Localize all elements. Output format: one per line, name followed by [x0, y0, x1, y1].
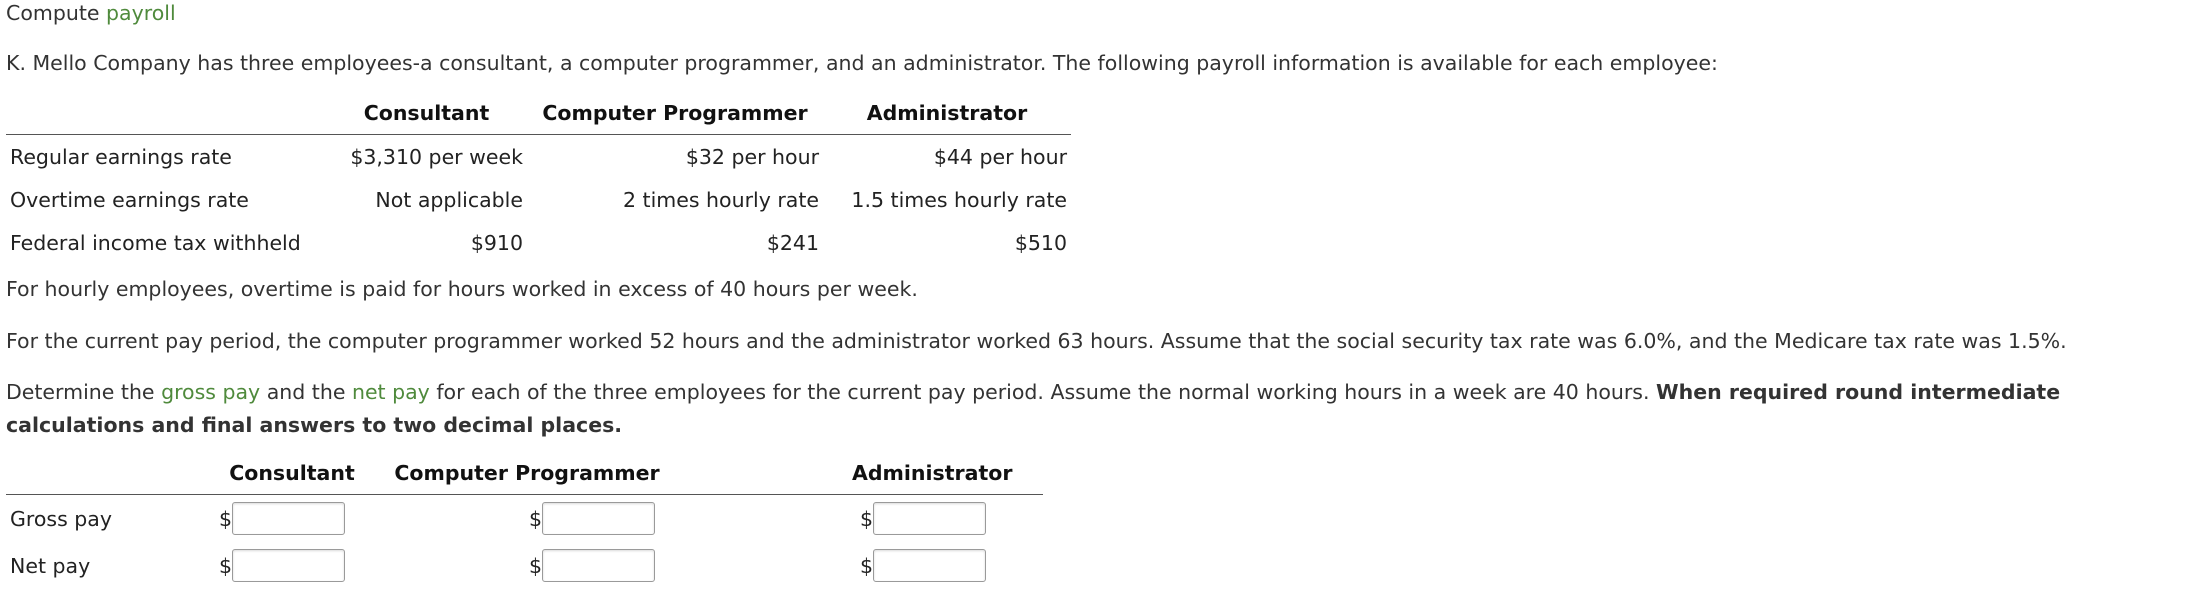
net-pay-link[interactable]: net pay: [351, 380, 430, 404]
info-row: [6, 135, 1071, 179]
info-header-empty: [6, 92, 330, 135]
money-field: [219, 502, 345, 535]
info-header-row: [6, 92, 1071, 135]
money-field: [529, 549, 655, 582]
page-title: [6, 0, 176, 26]
info-header-programmer: Computer Programmer: [527, 92, 823, 135]
administrator-fit-withheld: $510: [1014, 230, 1067, 255]
instructions-part-3: for each of the three employees for the current pay period. Assume the normal working hours in a week are 40 hours.: [429, 380, 1657, 404]
money-field: [860, 549, 986, 582]
overtime-note: For hourly employees, overtime is paid for hours worked in excess of 40 hours per week.: [6, 277, 918, 301]
administrator-overtime-rate: 1.5 times hourly rate: [851, 187, 1067, 212]
answer-header-programmer: Computer Programmer: [369, 452, 685, 495]
dollar-sign: $: [529, 506, 543, 531]
administrator-gross-cell: [685, 495, 1043, 543]
administrator-regular-rate: $44 per hour: [933, 144, 1067, 169]
answer-header-empty: [6, 452, 215, 495]
administrator-net-cell: [685, 542, 1043, 589]
rounding-instruction: When required round intermediate calculations and final answers to two decimal places.: [6, 380, 2061, 437]
current-period-text: For the current pay period, the computer programmer worked 52 hours and the administrator worked 63 hours. Assume that the social security tax rate was 6.0%, and the Medicare tax rate was 1.5%.: [6, 329, 2067, 353]
payroll-info-table: [6, 92, 1071, 264]
dollar-sign: $: [219, 553, 233, 578]
dollar-sign: $: [860, 506, 874, 531]
row-label: Gross pay: [10, 506, 112, 531]
row-label: Federal income tax withheld: [10, 230, 301, 255]
administrator-net-pay-input[interactable]: [873, 549, 986, 582]
info-row: [6, 221, 1071, 264]
payroll-link[interactable]: payroll: [106, 1, 176, 25]
consultant-fit-withheld: $910: [470, 230, 523, 255]
consultant-net-pay-input[interactable]: [232, 549, 345, 582]
money-field: [860, 502, 986, 535]
consultant-regular-rate: $3,310 per week: [350, 144, 523, 169]
programmer-regular-rate: $32 per hour: [685, 144, 819, 169]
answer-header-administrator: Administrator: [685, 452, 1043, 495]
info-row: [6, 178, 1071, 221]
row-label: Overtime earnings rate: [10, 187, 249, 212]
programmer-gross-pay-input[interactable]: [542, 502, 655, 535]
row-label: Regular earnings rate: [10, 144, 232, 169]
programmer-overtime-rate: 2 times hourly rate: [622, 187, 819, 212]
info-header-consultant: Consultant: [330, 92, 527, 135]
programmer-net-pay-input[interactable]: [542, 549, 655, 582]
gross-pay-link[interactable]: gross pay: [161, 380, 261, 404]
consultant-gross-cell: [215, 495, 369, 543]
instructions-part-1: Determine the: [6, 380, 162, 404]
instructions-text: [6, 376, 2196, 442]
instructions-part-2: and the: [260, 380, 352, 404]
answer-row-net-pay: [6, 542, 1043, 589]
money-field: [219, 549, 345, 582]
answer-header-row: [6, 452, 1043, 495]
consultant-net-cell: [215, 542, 369, 589]
dollar-sign: $: [860, 553, 874, 578]
dollar-sign: $: [529, 553, 543, 578]
answer-header-consultant: Consultant: [215, 452, 369, 495]
intro-text: K. Mello Company has three employees-a consultant, a computer programmer, and an administrator. The following payroll information is available for each employee:: [6, 51, 1718, 75]
consultant-overtime-rate: Not applicable: [375, 187, 523, 212]
answer-row-gross-pay: [6, 495, 1043, 543]
info-header-administrator: Administrator: [823, 92, 1071, 135]
answer-table: [6, 452, 1043, 589]
row-label: Net pay: [10, 553, 91, 578]
programmer-net-cell: [369, 542, 685, 589]
consultant-gross-pay-input[interactable]: [232, 502, 345, 535]
title-prefix: Compute: [6, 1, 100, 25]
programmer-gross-cell: [369, 495, 685, 543]
programmer-fit-withheld: $241: [766, 230, 819, 255]
administrator-gross-pay-input[interactable]: [873, 502, 986, 535]
dollar-sign: $: [219, 506, 233, 531]
money-field: [529, 502, 655, 535]
